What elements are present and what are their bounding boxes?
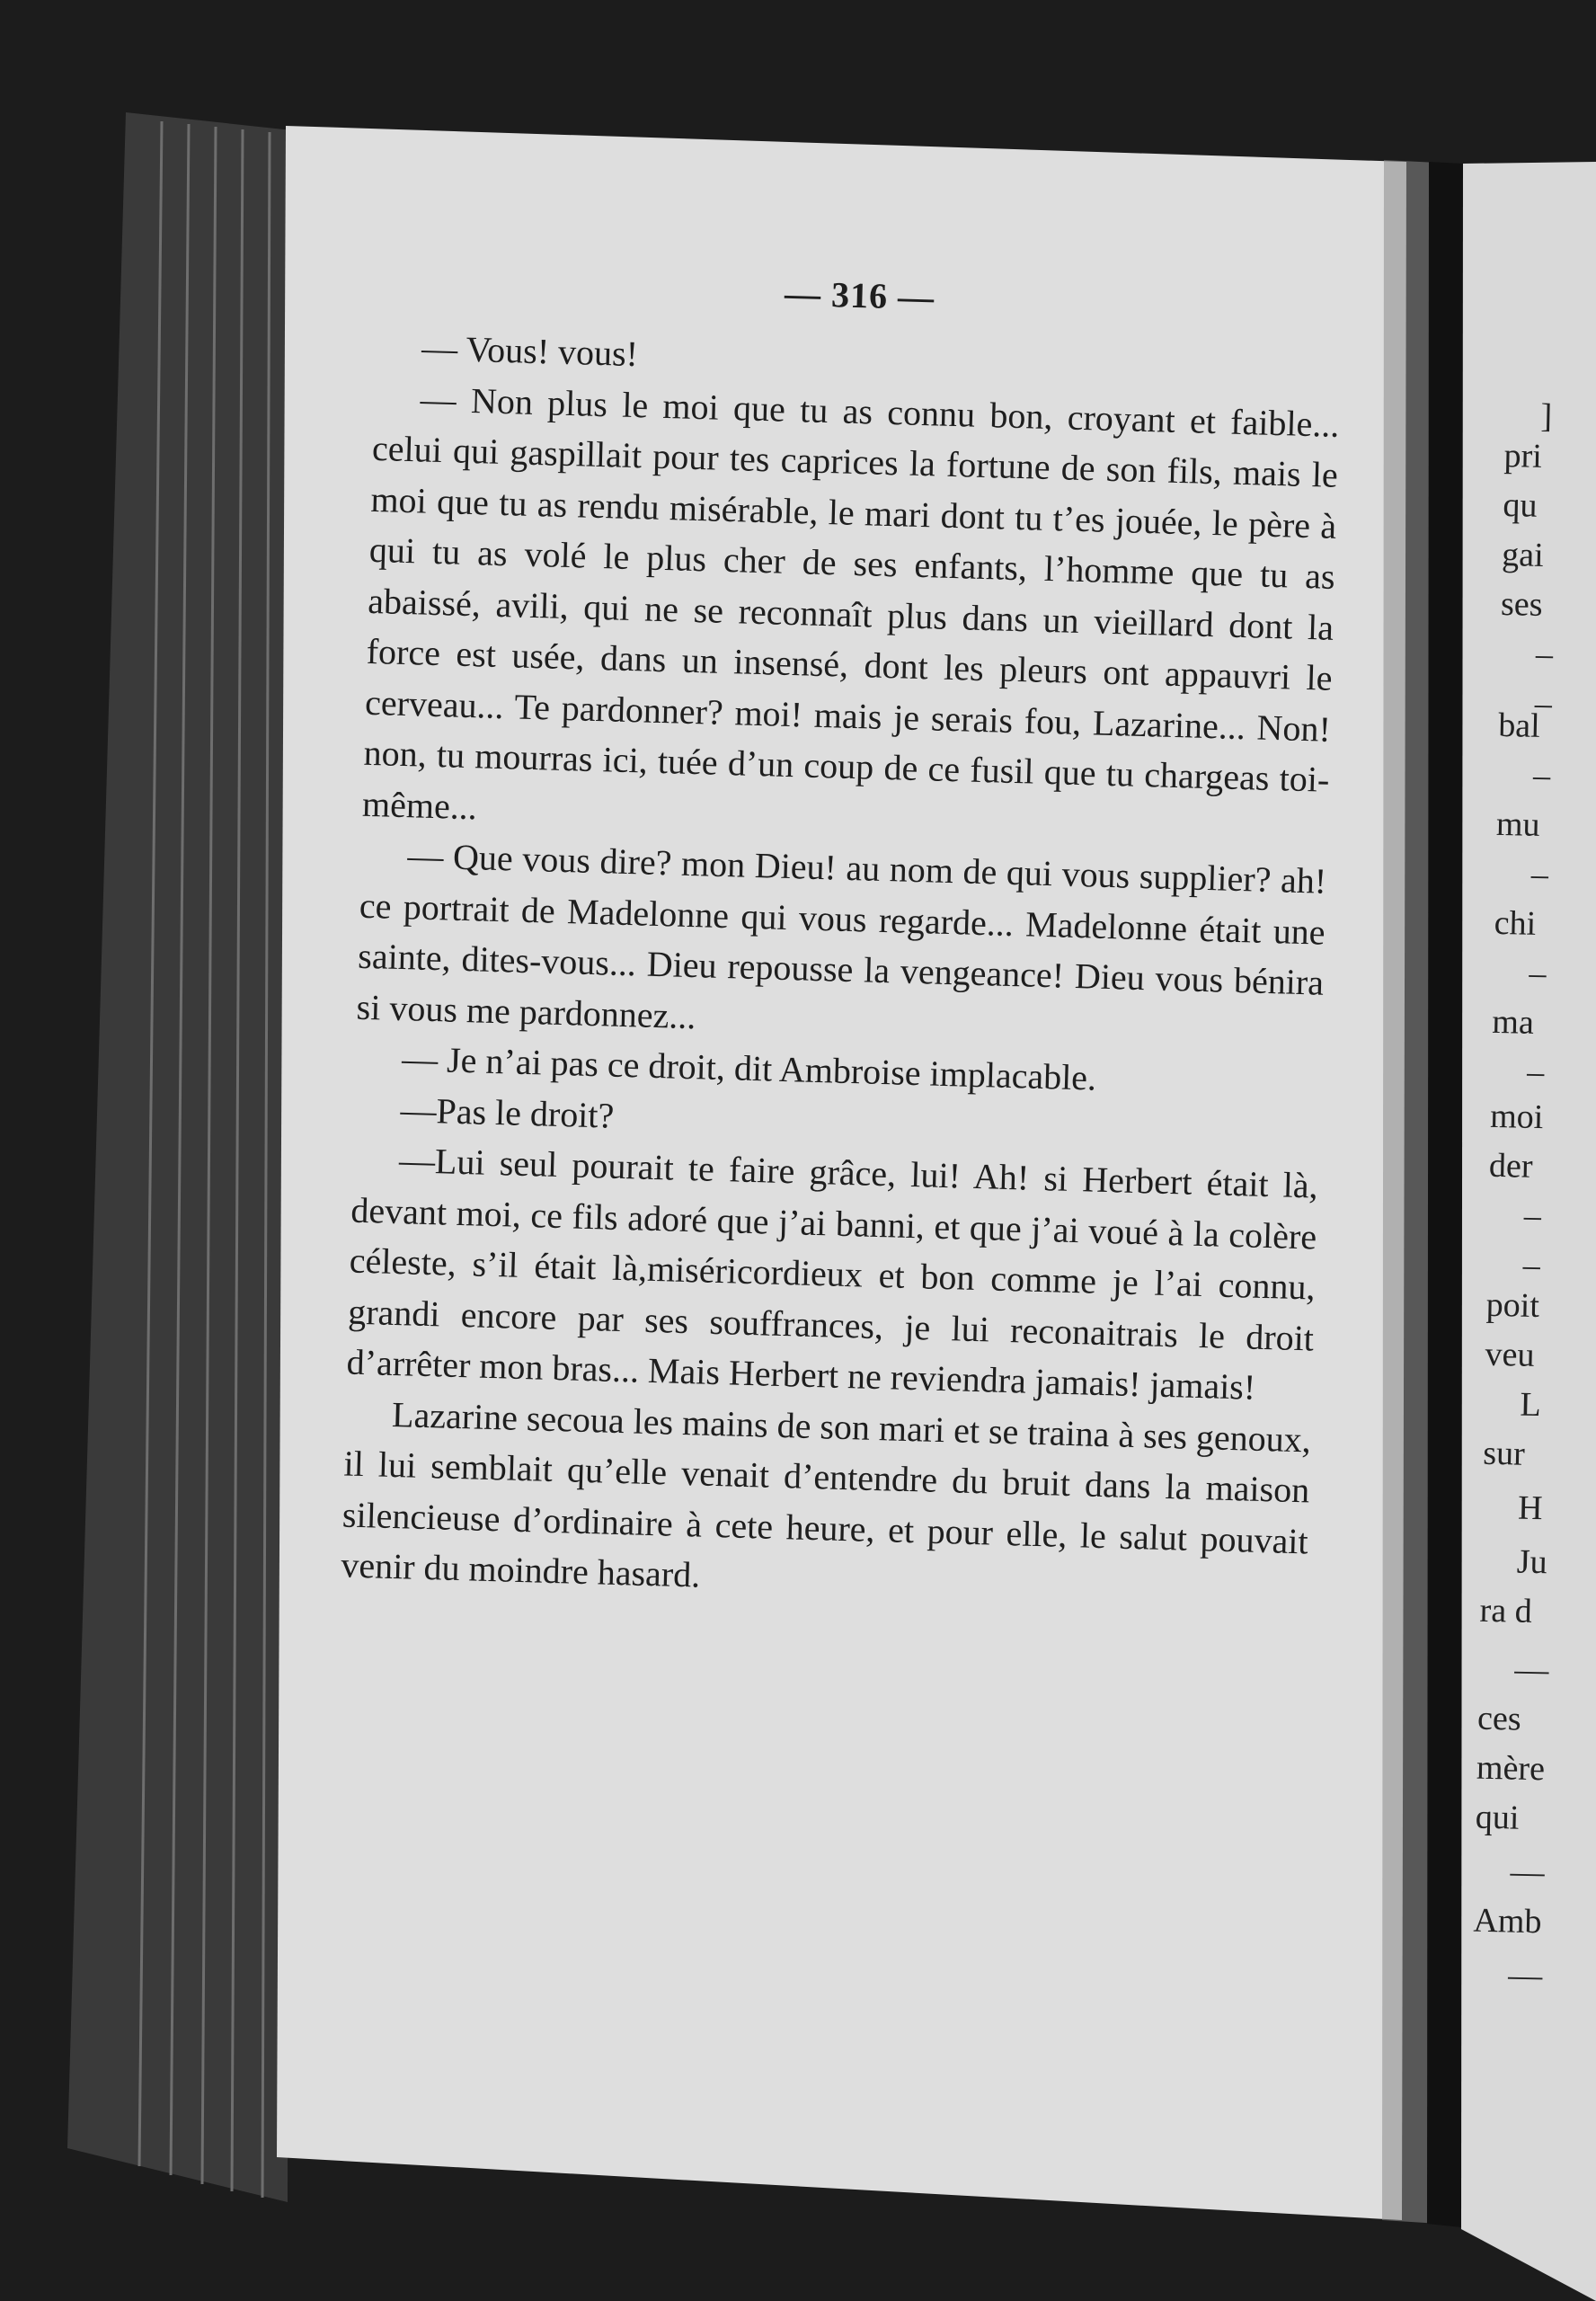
right-page-line: mu: [1495, 804, 1541, 844]
right-page-line: —: [1510, 1852, 1546, 1892]
paragraph: — Que vous dire? mon Dieu! au nom de qui vous supplier? ah! ce portrait de Madelonne qui vous regarde... Madelonne était une sainte, dites-vous... Dieu repousse la vengeance! Dieu vous bénira si vous me pardonnez...: [356, 835, 1327, 1036]
right-page-line: L: [1520, 1385, 1542, 1425]
right-page-line: sur: [1482, 1434, 1526, 1473]
right-page-line: pri: [1503, 436, 1543, 475]
right-page-line: mère: [1476, 1748, 1546, 1789]
right-page-line: –: [1529, 954, 1547, 993]
right-page-line: –: [1535, 635, 1554, 674]
right-page-line: ra d: [1479, 1591, 1533, 1630]
paragraph: — Non plus le moi que tu as connu bon, croyant et faible... celui qui gaspillait pour tes caprices la fortune de son fils, mais le moi que tu as rendu misérable, le mari dont tu t’es jouée, le père à qui tu as volé le plus cher de ses enfants, l’homme que tu as abaissé, avili, qui ne se reconnaît plus dans un vieillard dont la force est usée, dans un insensé, dont les pleurs ont appauvri le cerveau... Te pardonner? moi! mais je serais fou, Lazarine... Non! non, tu mourras ici, tuée d’un coup de ce fusil que tu chargeas toi-même...: [361, 378, 1340, 827]
right-page-line: –: [1534, 684, 1553, 724]
left-page: [328, 261, 1343, 2048]
gutter-line: [1427, 162, 1463, 2227]
right-page-line: ma: [1491, 1002, 1535, 1042]
page-number: — 316 —: [784, 272, 935, 318]
right-page-line: gai: [1501, 535, 1545, 574]
right-page-line: –: [1530, 855, 1549, 894]
right-page-line: Amb: [1473, 1901, 1542, 1941]
paragraph: —Lui seul pourait te faire grâce, lui! Ah! si Herbert était là, devant moi, ce fils adoré que j’ai banni, et que j’ai voué à la colère céleste, s’il était là,miséricordieux et bon comme je l’ai connu, grandi encore par ses souffrances, je lui reconaitrais le droit d’arrêter mon bras... Mais Herbert ne reviendra jamais! jamais!: [346, 1140, 1319, 1408]
right-page-line: ]: [1540, 396, 1553, 436]
right-page-line: H: [1517, 1488, 1543, 1528]
right-page-line: qu: [1503, 485, 1538, 525]
right-page-line: qui: [1475, 1798, 1520, 1837]
right-page-line: bal: [1497, 706, 1541, 745]
paragraph: Lazarine secoua les mains de son mari et se traina à ses genoux, il lui semblait qu’elle venait d’entendre du bruit dans la maison silencieuse d’ordinaire à cete heure, et pour elle, le salut pouvait venir du moindre hasard.: [340, 1393, 1312, 1595]
right-page-line: –: [1523, 1196, 1542, 1236]
right-page-line: der: [1488, 1146, 1534, 1186]
right-page-line: ses: [1500, 584, 1544, 624]
right-page-line: moi: [1489, 1097, 1544, 1137]
right-page-line: chi: [1494, 903, 1537, 943]
right-page-line: —: [1507, 1956, 1543, 1995]
right-page-line: –: [1532, 756, 1551, 795]
paragraph: — Vous! vous!: [421, 327, 639, 375]
right-page-line: ces: [1476, 1699, 1522, 1738]
paragraph: —Pas le droit?: [400, 1088, 615, 1136]
right-page-line: –: [1526, 1053, 1545, 1092]
right-page-line: Ju: [1516, 1542, 1548, 1582]
page-text: [341, 322, 1342, 1618]
right-page-line: veu: [1485, 1335, 1535, 1374]
paragraph: — Je n’ai pas ce droit, dit Ambroise implacable.: [401, 1038, 1097, 1098]
right-page-line: poit: [1485, 1285, 1540, 1326]
right-page-line: –: [1522, 1246, 1541, 1285]
right-page-line: —: [1513, 1650, 1549, 1690]
